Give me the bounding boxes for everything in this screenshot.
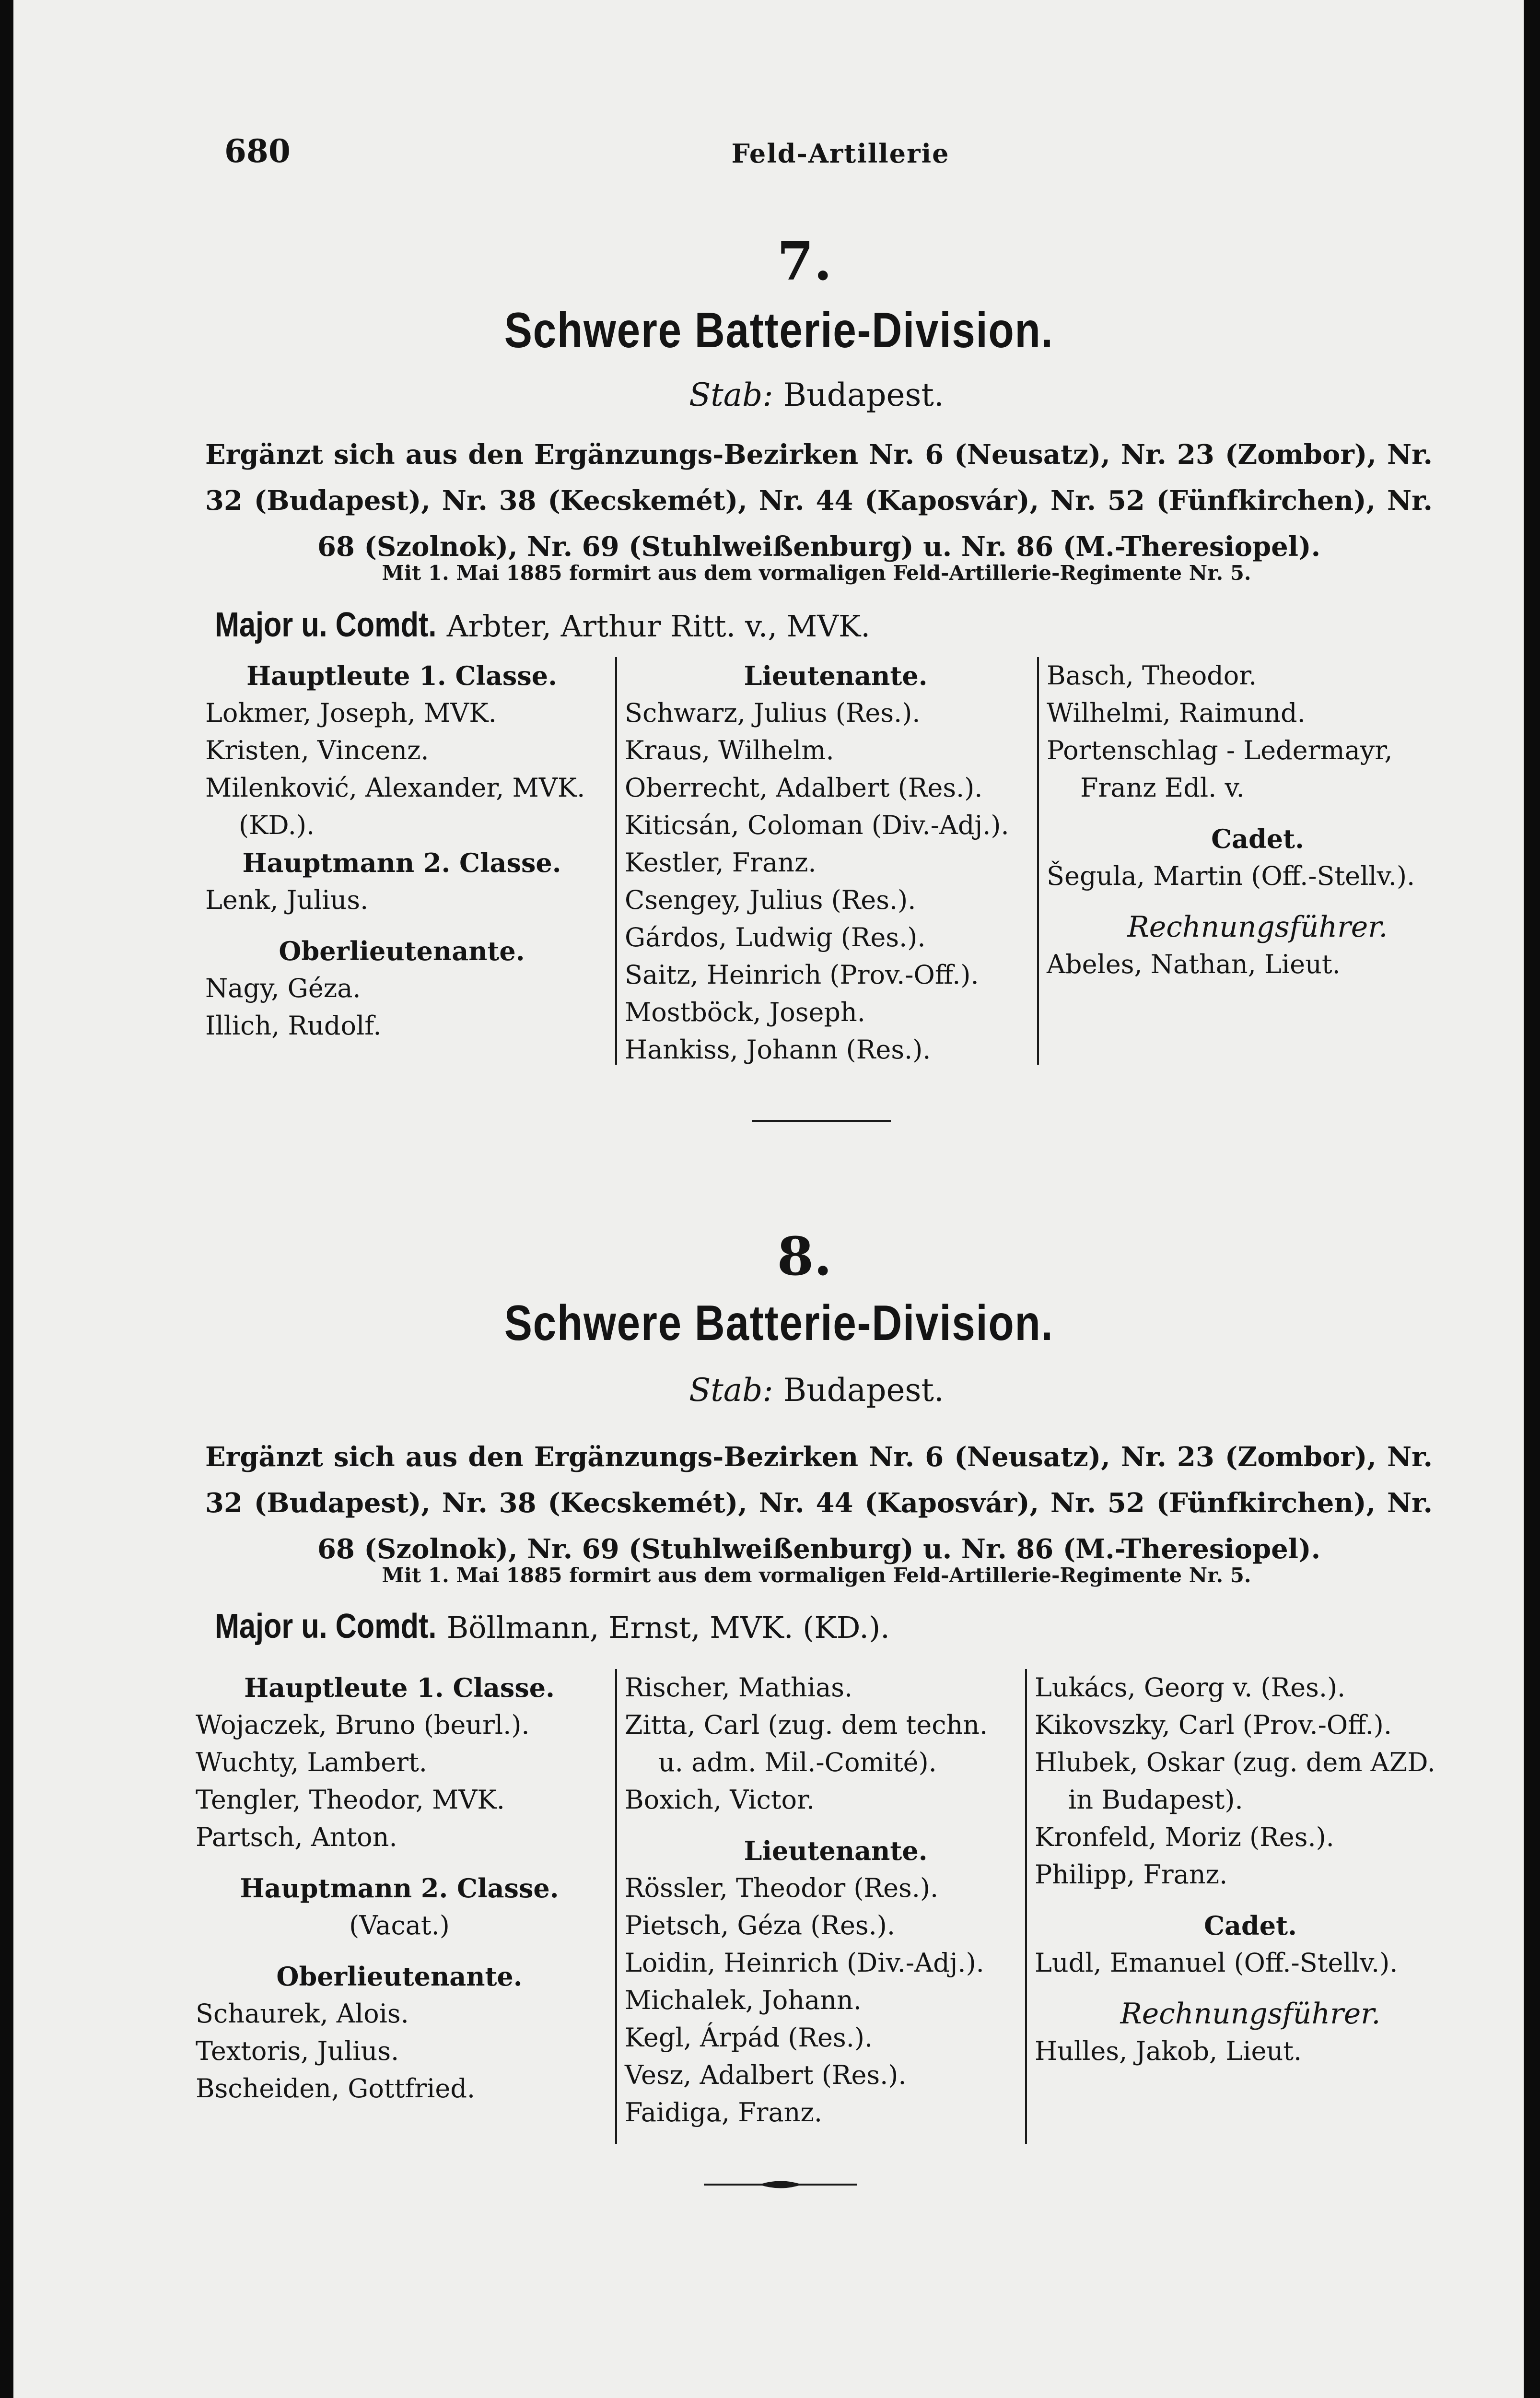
- list-item: Kegl, Árpád (Res.).: [625, 2022, 873, 2053]
- list-item: Ludl, Emanuel (Off.-Stellv.).: [1035, 1948, 1398, 1978]
- list-item: Boxich, Victor.: [625, 1785, 815, 1815]
- section-8-number: 8.: [777, 1225, 832, 1287]
- section-7-column-3: [1047, 657, 1469, 983]
- list-item: (Vacat.): [349, 1910, 450, 1940]
- list-item: Hlubek, Oskar (zug. dem AZD.: [1035, 1747, 1435, 1777]
- list-item: Gárdos, Ludwig (Res.).: [625, 922, 926, 952]
- list-item: Lenk, Julius.: [205, 885, 369, 915]
- list-item: Oberrecht, Adalbert (Res.).: [625, 773, 983, 803]
- page-number: 680: [224, 132, 291, 170]
- list-item: Hankiss, Johann (Res.).: [625, 1034, 931, 1065]
- list-item: Kiticsán, Coloman (Div.-Adj.).: [625, 810, 1009, 840]
- list-item: Saitz, Heinrich (Prov.-Off.).: [625, 960, 979, 990]
- column-divider: [1037, 657, 1039, 1065]
- major-label: Major u. Comdt.: [215, 606, 437, 644]
- heading-lieutenante: Lieutenante.: [744, 660, 928, 691]
- stab-value: Budapest.: [783, 376, 944, 413]
- closing-ornament: [704, 2177, 857, 2192]
- list-item: Bscheiden, Gottfried.: [196, 2073, 476, 2104]
- list-item: Faidiga, Franz.: [625, 2097, 823, 2128]
- column-divider: [615, 1669, 617, 2144]
- list-item: Partsch, Anton.: [196, 1822, 397, 1852]
- running-head: Feld-Artillerie: [731, 138, 950, 169]
- stab-label: Stab:: [689, 376, 773, 413]
- list-item: Tengler, Theodor, MVK.: [196, 1785, 505, 1815]
- list-item: Michalek, Johann.: [625, 1985, 862, 2015]
- list-item: Schaurek, Alois.: [196, 1998, 409, 2029]
- section-8-column-2: [625, 1669, 1047, 2131]
- list-item: Kronfeld, Moriz (Res.).: [1035, 1822, 1334, 1852]
- stab-label: Stab:: [689, 1372, 773, 1409]
- major-label: Major u. Comdt.: [215, 1607, 437, 1646]
- heading-hauptmann-2: Hauptmann 2. Classe.: [242, 847, 561, 878]
- list-item: Rössler, Theodor (Res.).: [625, 1873, 939, 1903]
- list-item: Schwarz, Julius (Res.).: [625, 698, 921, 728]
- list-item: Wojaczek, Bruno (beurl.).: [196, 1710, 530, 1740]
- list-item: Kristen, Vincenz.: [205, 735, 429, 765]
- section-8-note: Mit 1. Mai 1885 formirt aus dem vormaligen Feld-Artillerie-Regimente Nr. 5.: [382, 1563, 1251, 1587]
- list-item: Lukács, Georg v. (Res.).: [1035, 1672, 1346, 1703]
- stab-value: Budapest.: [783, 1372, 944, 1409]
- list-item: Philipp, Franz.: [1035, 1859, 1228, 1890]
- heading-hauptmann-2: Hauptmann 2. Classe.: [240, 1873, 559, 1904]
- list-item: Mostböck, Joseph.: [625, 997, 865, 1027]
- list-item: Lokmer, Joseph, MVK.: [205, 698, 497, 728]
- list-item: u. adm. Mil.-Comité).: [658, 1747, 937, 1777]
- heading-hauptleute-1: Hauptleute 1. Classe.: [244, 1672, 555, 1703]
- list-item: Šegula, Martin (Off.-Stellv.).: [1047, 861, 1415, 891]
- section-8-stab: [13, 1372, 1524, 1409]
- list-item: Wilhelmi, Raimund.: [1047, 698, 1306, 728]
- heading-cadet: Cadet.: [1204, 1910, 1297, 1941]
- list-item: in Budapest).: [1068, 1785, 1243, 1815]
- section-7-title: Schwere Batterie-Division.: [504, 303, 1054, 358]
- list-item: Basch, Theodor.: [1047, 660, 1257, 691]
- list-item: (KD.).: [239, 810, 315, 840]
- section-8-major: [215, 1607, 890, 1646]
- list-item: Milenković, Alexander, MVK.: [205, 773, 585, 803]
- list-item: Vesz, Adalbert (Res.).: [625, 2060, 907, 2090]
- list-item: Abeles, Nathan, Lieut.: [1047, 949, 1341, 979]
- list-item: Nagy, Géza.: [205, 973, 361, 1003]
- heading-lieutenante: Lieutenante.: [744, 1835, 928, 1866]
- section-7-number: 7.: [777, 230, 832, 292]
- section-separator: [752, 1120, 891, 1122]
- list-item: Loidin, Heinrich (Div.-Adj.).: [625, 1948, 984, 1978]
- heading-oberlieutenante: Oberlieutenante.: [279, 936, 525, 966]
- list-item: Illich, Rudolf.: [205, 1011, 382, 1041]
- section-8-column-1: [196, 1669, 603, 2107]
- list-item: Kestler, Franz.: [625, 847, 817, 878]
- section-8-title: Schwere Batterie-Division.: [504, 1295, 1054, 1351]
- list-item: Portenschlag - Ledermayr,: [1047, 735, 1393, 765]
- list-item: Textoris, Julius.: [196, 2036, 399, 2066]
- list-item: Rischer, Mathias.: [625, 1672, 853, 1703]
- heading-hauptleute-1: Hauptleute 1. Classe.: [246, 660, 557, 691]
- section-7-note: Mit 1. Mai 1885 formirt aus dem vormaligen Feld-Artillerie-Regimente Nr. 5.: [382, 561, 1251, 585]
- heading-cadet: Cadet.: [1211, 823, 1304, 854]
- heading-rechnungsfuehrer: Rechnungsführer.: [1127, 910, 1388, 944]
- column-divider: [1025, 1669, 1027, 2144]
- section-7-stab: [13, 376, 1524, 413]
- section-7-major: [215, 605, 870, 645]
- section-7-column-1: [205, 657, 598, 1045]
- list-item: Wuchty, Lambert.: [196, 1747, 427, 1777]
- heading-rechnungsfuehrer: Rechnungsführer.: [1120, 1997, 1381, 2031]
- list-item: Franz Edl. v.: [1080, 773, 1245, 803]
- list-item: Pietsch, Géza (Res.).: [625, 1910, 896, 1940]
- section-7-paragraph: Ergänzt sich aus den Ergänzungs-Bezirken Nr. 6 (Neusatz), Nr. 23 (Zombor), Nr. 32 (Budapest), Nr. 38 (Kecskemét), Nr. 44 (Kaposvár), Nr. 52 (Fünfkirchen), Nr. 68 (Szolnok), Nr. 69 (Stuhlweißenburg) u. Nr. 86 (M.-Theresiopel).: [205, 439, 1433, 563]
- list-item: Kikovszky, Carl (Prov.-Off.).: [1035, 1710, 1392, 1740]
- book-page: [13, 0, 1524, 2398]
- column-divider: [615, 657, 617, 1065]
- major-name: Arbter, Arthur Ritt. v., MVK.: [446, 609, 871, 644]
- section-7-column-2: [625, 657, 1047, 1069]
- list-item: Csengey, Julius (Res.).: [625, 885, 916, 915]
- list-item: Hulles, Jakob, Lieut.: [1035, 2036, 1302, 2066]
- section-8-paragraph: Ergänzt sich aus den Ergänzungs-Bezirken Nr. 6 (Neusatz), Nr. 23 (Zombor), Nr. 32 (Budapest), Nr. 38 (Kecskemét), Nr. 44 (Kaposvár), Nr. 52 (Fünfkirchen), Nr. 68 (Szolnok), Nr. 69 (Stuhlweißenburg) u. Nr. 86 (M.-Theresiopel).: [205, 1441, 1433, 1565]
- major-name: Böllmann, Ernst, MVK. (KD.).: [446, 1610, 890, 1645]
- section-8-column-3: [1035, 1669, 1466, 2070]
- heading-oberlieutenante: Oberlieutenante.: [276, 1961, 523, 1992]
- list-item: Zitta, Carl (zug. dem techn.: [625, 1710, 988, 1740]
- list-item: Kraus, Wilhelm.: [625, 735, 834, 765]
